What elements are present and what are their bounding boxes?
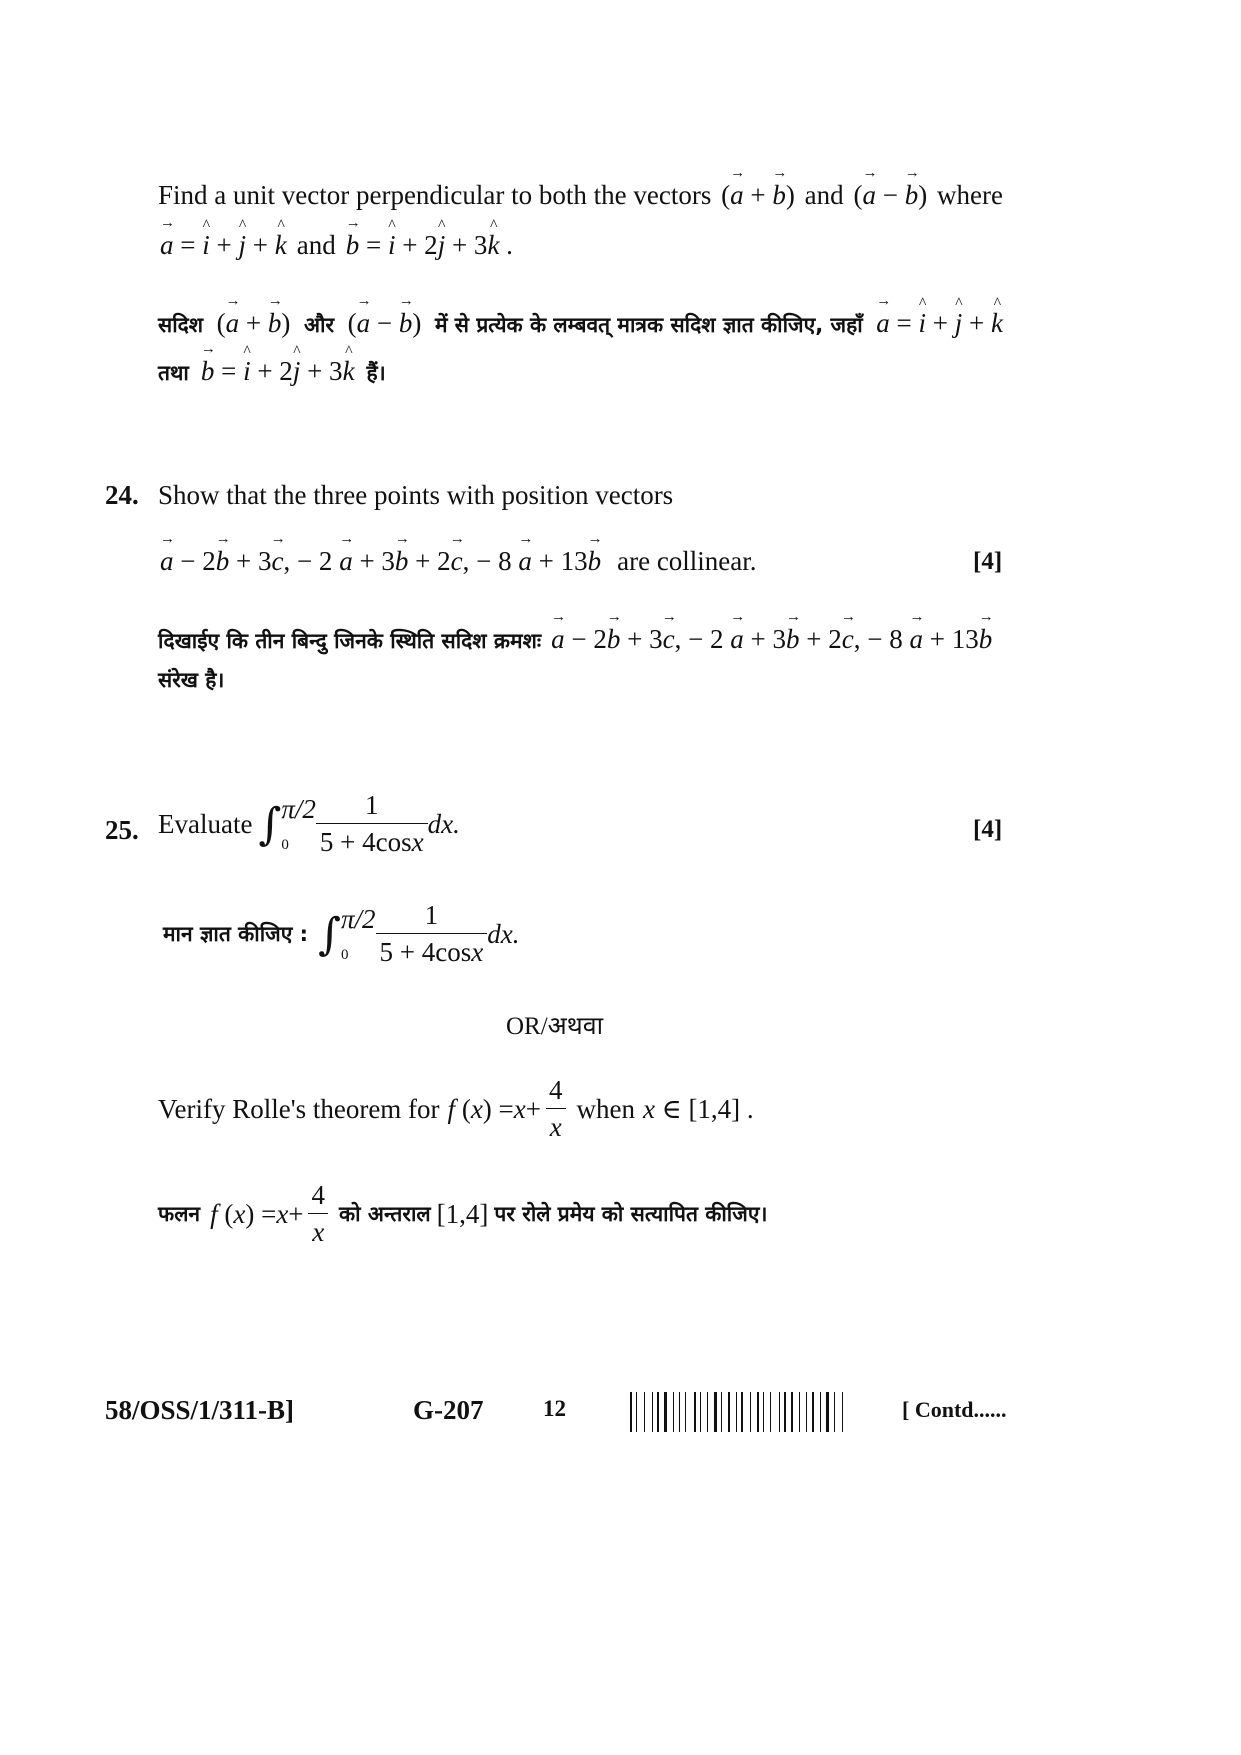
- barcode-bar: [763, 1392, 764, 1432]
- footer-paper-code: 58/OSS/1/311-B]: [105, 1395, 295, 1425]
- q23-hindi-line-2: [158, 356, 386, 387]
- barcode-bar: [721, 1392, 722, 1432]
- barcode-bar: [657, 1392, 659, 1432]
- q25-hindi-text-1: को अन्तराल: [339, 1202, 431, 1226]
- q25-hindi-integral: ∫ π/2 0 $\frac{1}{5 + 4\cos x}$ dx.: [318, 900, 520, 967]
- barcode-bar: [750, 1392, 751, 1432]
- barcode-bar: [834, 1392, 835, 1432]
- barcode-bar: [810, 1392, 811, 1432]
- barcode-bar: [683, 1392, 684, 1432]
- barcode-bar: [700, 1392, 701, 1432]
- barcode-bar: [736, 1392, 737, 1432]
- barcode-bar: [710, 1392, 711, 1432]
- q25-or-label: OR/अथवा: [506, 1013, 604, 1040]
- barcode-bar: [799, 1392, 800, 1432]
- barcode-bar: [806, 1392, 807, 1432]
- q25-hindi-rolle-line: [158, 1180, 767, 1248]
- barcode-bar: [714, 1392, 717, 1432]
- q25-rolle-line: [158, 1075, 754, 1143]
- barcode-bar: [816, 1392, 817, 1432]
- q23-where: where: [936, 180, 1003, 210]
- q25-hindi-interval: [1,4]: [436, 1198, 489, 1229]
- q23-hindi-vector-b-def: → b = ^ i + 2^ j + 3^ k: [201, 356, 355, 386]
- q23-vector-b-def: → b = ^ i + 2^ j + 3^ k .: [346, 230, 513, 260]
- footer-set-code: G-207: [413, 1395, 484, 1425]
- barcode-bar: [789, 1392, 790, 1432]
- q25-hindi-evaluate: मान ज्ञात कीजिए :: [163, 922, 309, 946]
- q23-text: Find a unit vector perpendicular to both the vectors: [158, 180, 712, 210]
- barcode-bar: [757, 1392, 759, 1432]
- barcode-bar: [640, 1392, 643, 1432]
- barcode-bar: [767, 1392, 769, 1432]
- barcode-bar: [673, 1392, 674, 1432]
- barcode-bar: [728, 1392, 730, 1432]
- q25-integral: ∫ π/2 0 $\frac{1}{5 + 4\cos x}$ dx.: [258, 790, 460, 857]
- integral-sign: ∫: [318, 908, 341, 960]
- q23-vector-diff: (→ a − → b): [853, 180, 927, 211]
- q23-hindi-hain: हैं।: [366, 361, 386, 385]
- barcode-bar: [718, 1392, 719, 1432]
- q25-marks: [4]: [973, 816, 1003, 843]
- barcode-bar: [773, 1392, 776, 1432]
- barcode-bar: [820, 1392, 821, 1432]
- barcode-bar: [697, 1392, 698, 1432]
- q25-english-line-1: [158, 790, 460, 858]
- barcode-bar: [662, 1392, 663, 1432]
- barcode-bar: [725, 1392, 727, 1432]
- barcode-bar: [679, 1392, 680, 1432]
- q24-hindi-line-2: संरेख है।: [158, 668, 225, 692]
- footer-page-number: 12: [543, 1396, 566, 1421]
- barcode-bar: [688, 1392, 691, 1432]
- q24-marks: [4]: [973, 548, 1003, 575]
- q23-hindi-sadish: सदिश: [158, 313, 204, 337]
- barcode-bar: [675, 1392, 677, 1432]
- q23-english-line-2: [160, 230, 513, 261]
- barcode: [630, 1392, 870, 1432]
- barcode-bar: [630, 1392, 632, 1432]
- q23-hindi-vector-diff: (→ a − → b): [348, 308, 422, 339]
- footer-contd: [ Contd......: [902, 1397, 1007, 1422]
- barcode-bar: [801, 1392, 804, 1432]
- q24-english-line-2: [160, 546, 757, 577]
- q23-vector-sum: (→ a + → b): [721, 180, 795, 211]
- barcode-bar: [781, 1392, 782, 1432]
- q23-hindi-vector-a-def: → a = ^ i + ^ j + ^ k: [876, 308, 1003, 339]
- barcode-bar: [779, 1392, 780, 1432]
- q24-hindi-position-vectors: → a − 2→ b + 3→ c, − 2 → a + 3→ b + 2→ c, − 8 → a + 13→ b: [551, 624, 992, 654]
- barcode-bar: [707, 1392, 708, 1432]
- q24-number: 24.: [105, 480, 139, 510]
- barcode-bar: [636, 1392, 637, 1432]
- barcode-bar: [647, 1392, 649, 1432]
- q25-hindi-function: f ( x ) = x + $\frac{4}{x}$: [210, 1180, 329, 1248]
- barcode-bar: [826, 1392, 829, 1432]
- q25-evaluate: Evaluate: [158, 808, 253, 839]
- q23-and: and: [804, 180, 844, 210]
- barcode-bar: [844, 1392, 845, 1432]
- q25-hindi-line-1: [163, 900, 519, 968]
- barcode-bar: [770, 1392, 771, 1432]
- q25-hindi-phalan: फलन: [158, 1202, 201, 1226]
- barcode-bar: [685, 1392, 686, 1432]
- barcode-bar: [704, 1392, 706, 1432]
- barcode-bar: [644, 1392, 645, 1432]
- q23-hindi-tatha: तथा: [158, 361, 189, 385]
- barcode-bar: [822, 1392, 824, 1432]
- q25-hindi-text-2: पर रोले प्रमेय को सत्यापित कीजिए।: [494, 1202, 768, 1226]
- barcode-bar: [812, 1392, 814, 1432]
- q24-position-vectors: → a − 2→ b + 3→ c, − 2 → a + 3→ b + 2→ c, − 8 → a + 13→ b: [160, 546, 601, 576]
- barcode-bar: [741, 1392, 743, 1432]
- barcode-bar: [753, 1392, 754, 1432]
- barcode-bar: [837, 1392, 839, 1432]
- q23-hindi-vector-sum: (→ a + → b): [217, 308, 291, 339]
- q23-hindi-line-1: [158, 308, 1003, 339]
- q23-hindi-aur: और: [303, 313, 335, 337]
- barcode-bar: [795, 1392, 796, 1432]
- barcode-bar: [791, 1392, 793, 1432]
- barcode-bar: [784, 1392, 786, 1432]
- q25-number: 25.: [105, 815, 139, 845]
- barcode-bar: [842, 1392, 843, 1432]
- barcode-bar: [732, 1392, 733, 1432]
- barcode-bar: [654, 1392, 655, 1432]
- integral-sign: ∫: [258, 798, 282, 850]
- q24-collinear: are collinear.: [617, 546, 757, 576]
- q23-and-2: and: [296, 230, 336, 260]
- q23-hindi-text: में से प्रत्येक के लम्बवत् मात्रक सदिश ज्ञात कीजिए, जहाँ: [434, 313, 863, 337]
- barcode-bar: [664, 1392, 667, 1432]
- barcode-bar: [760, 1392, 761, 1432]
- q24-hindi-text: दिखाईए कि तीन बिन्दु जिनके स्थिति सदिश क्रमशः: [158, 629, 542, 653]
- barcode-bar: [738, 1392, 739, 1432]
- barcode-bar: [669, 1392, 670, 1432]
- q24-text: Show that the three points with position vectors: [158, 480, 674, 510]
- barcode-bar: [694, 1392, 696, 1432]
- barcode-bar: [832, 1392, 833, 1432]
- q25-rolle-text: Verify Rolle's theorem for: [158, 1093, 440, 1124]
- barcode-bar: [652, 1392, 653, 1432]
- q25-domain: x ∈ [1,4] .: [642, 1093, 754, 1124]
- q24-hindi-line-1: [158, 624, 992, 655]
- q23-english-line-1: [158, 180, 1003, 211]
- q25-when: when: [576, 1093, 635, 1124]
- q23-vector-a-def: → a = ^ i + ^ j + ^ k: [160, 230, 287, 260]
- barcode-bar: [633, 1392, 634, 1432]
- barcode-bar: [746, 1392, 749, 1432]
- q25-function: f ( x ) = x + $\frac{4}{x}$: [448, 1075, 567, 1143]
